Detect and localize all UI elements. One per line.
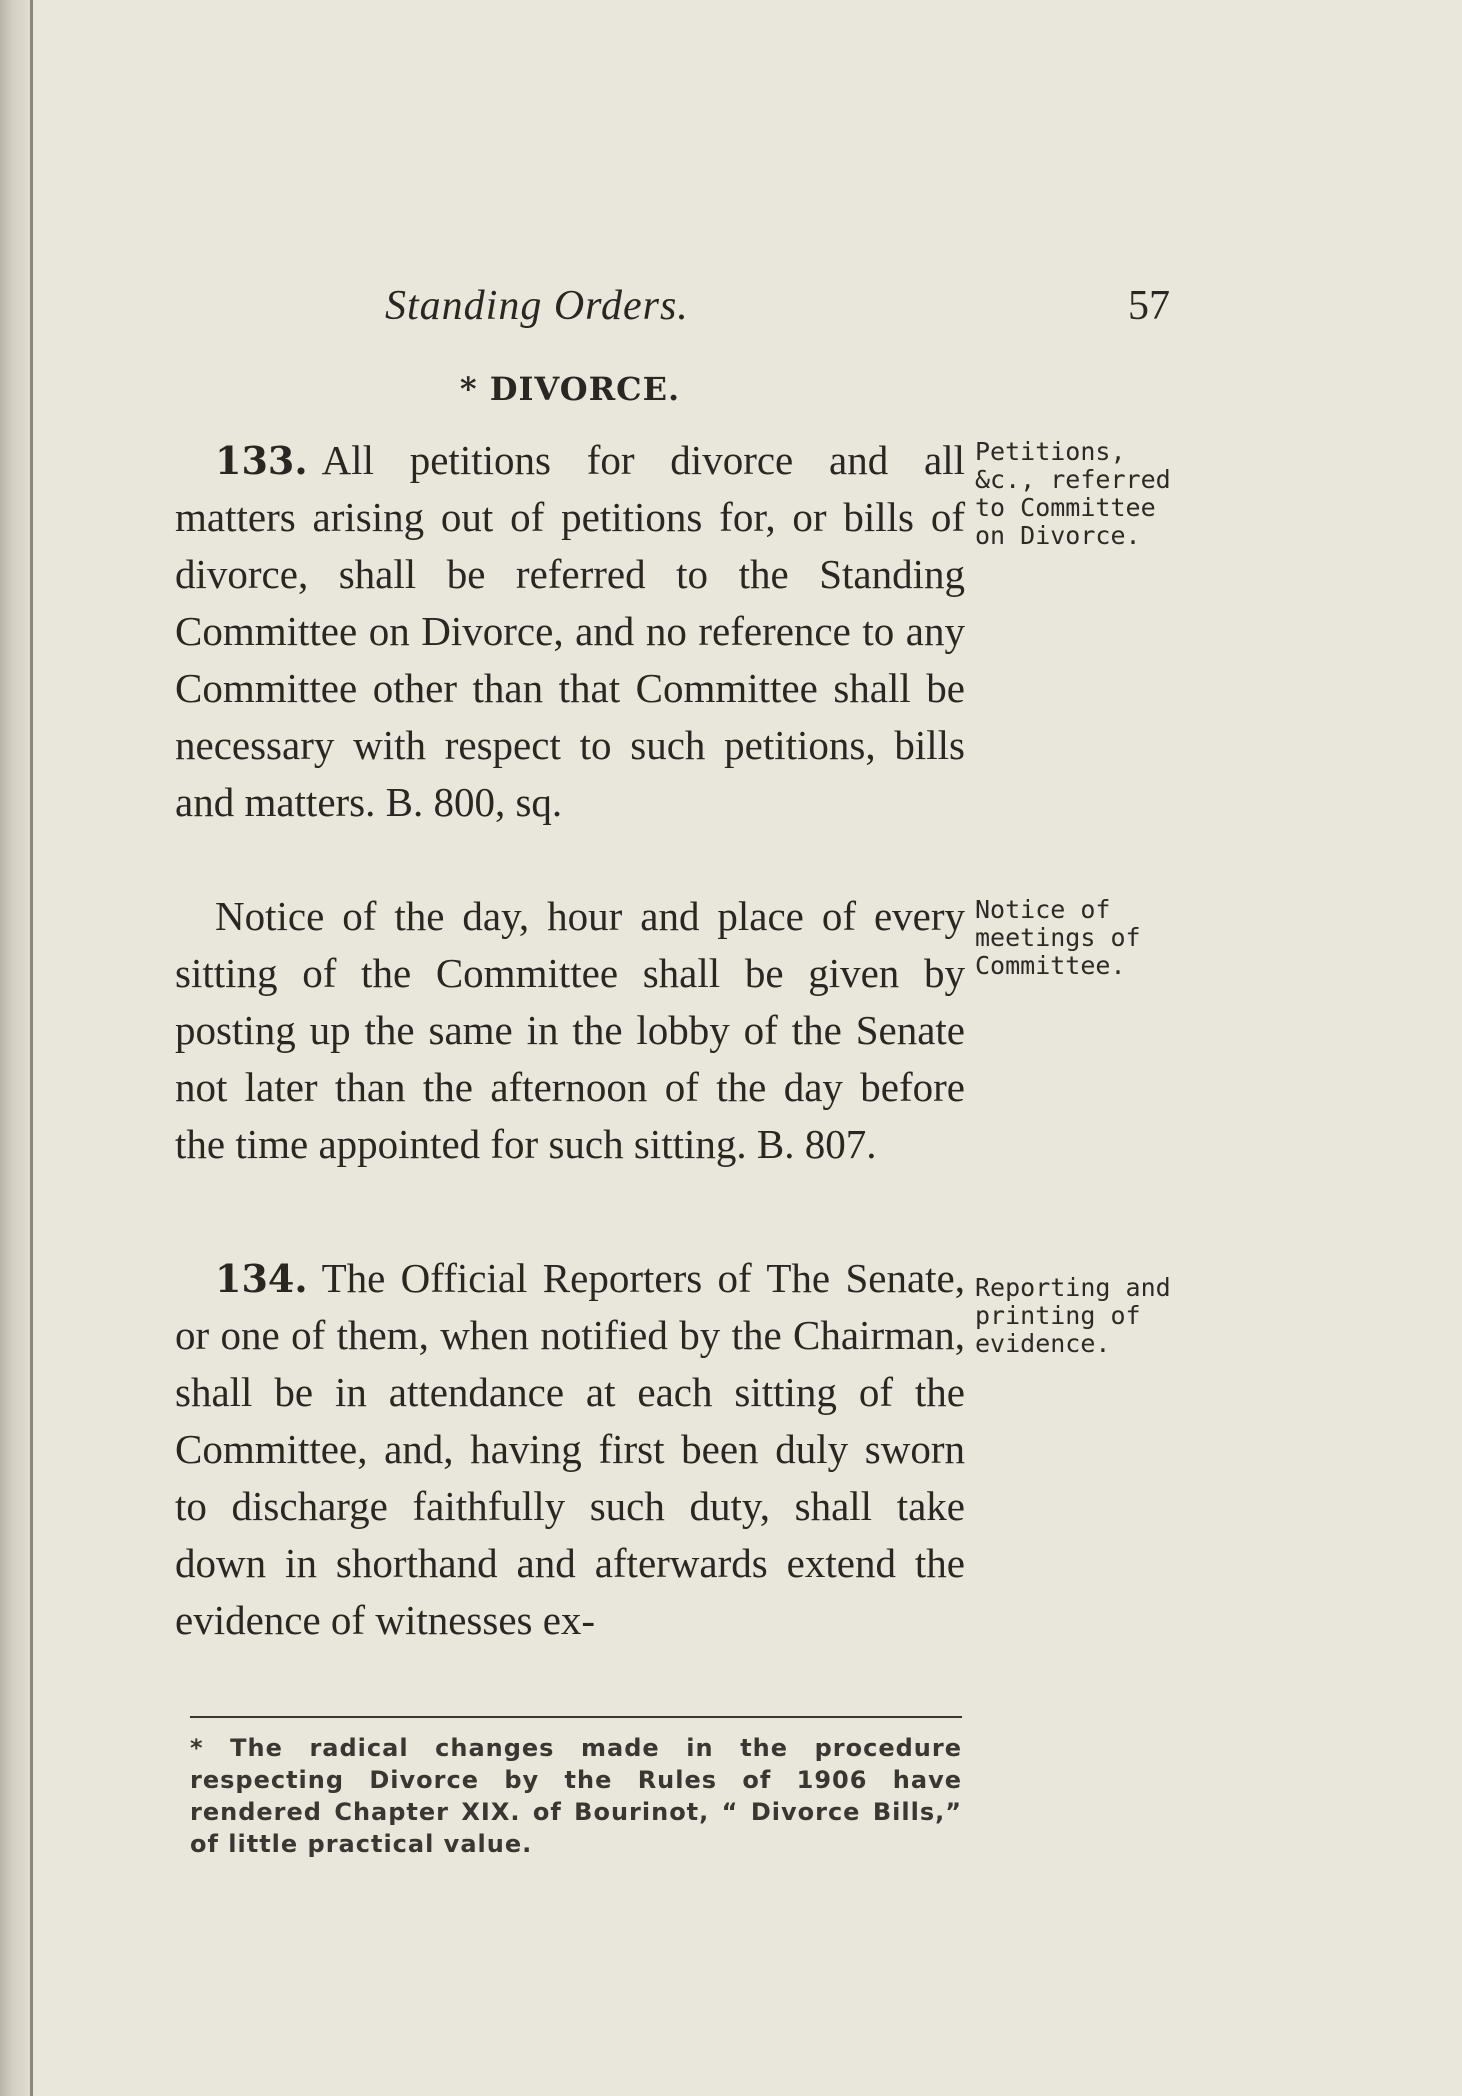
paragraph-134: [175, 1250, 965, 1649]
paragraph-text: Notice of the day, hour and place of every sitting of the Committee shall be given by posting up the same in the lobby of the Senate not later than the afternoon of the day before the time appointed for such sitting. B. 807.: [175, 893, 965, 1167]
page-binding-edge: [0, 0, 32, 2096]
paragraph-number: 133.: [215, 438, 308, 483]
section-heading: * DIVORCE.: [459, 370, 681, 408]
paragraph-text: The Official Reporters of The Senate, or one of them, when notified by the Chairman, shall be in attendance at each sitting of the Committee, and, having first been duly sworn to discharge faithfully such duty, shall take down in shorthand and afterwards extend the evidence of witnesses ex-: [175, 1255, 965, 1643]
margin-note-reporting: Reporting and printing of evidence.: [975, 1273, 1171, 1358]
running-title: Standing Orders.: [385, 283, 689, 329]
paragraph-number: 134.: [215, 1256, 308, 1301]
page-header: [175, 282, 1170, 342]
margin-note-petitions: Petitions, &c., referred to Committee on Divorce.: [975, 437, 1171, 550]
footnote: * The radical changes made in the procedure respecting Divorce by the Rules of 1906 have rendered Chapter XIX. of Bourinot, “ Divorce Bills,” of little practical value.: [190, 1734, 962, 1858]
page-number: 57: [1128, 283, 1170, 329]
paragraph-133: [175, 432, 965, 831]
footnote-rule: [190, 1716, 962, 1718]
paragraph-text: All petitions for divorce and all matters arising out of petitions for, or bills of divorce, shall be referred to the Standing Committee on Divorce, and no reference to any Committee other than that Committee shall be necessary with respect to such petitions, bills and matters. B. 800, sq.: [175, 437, 965, 825]
binding-shadow-line: [30, 0, 33, 2096]
margin-note-notice: Notice of meetings of Committee.: [975, 895, 1141, 980]
paragraph-notice: [175, 888, 965, 1173]
